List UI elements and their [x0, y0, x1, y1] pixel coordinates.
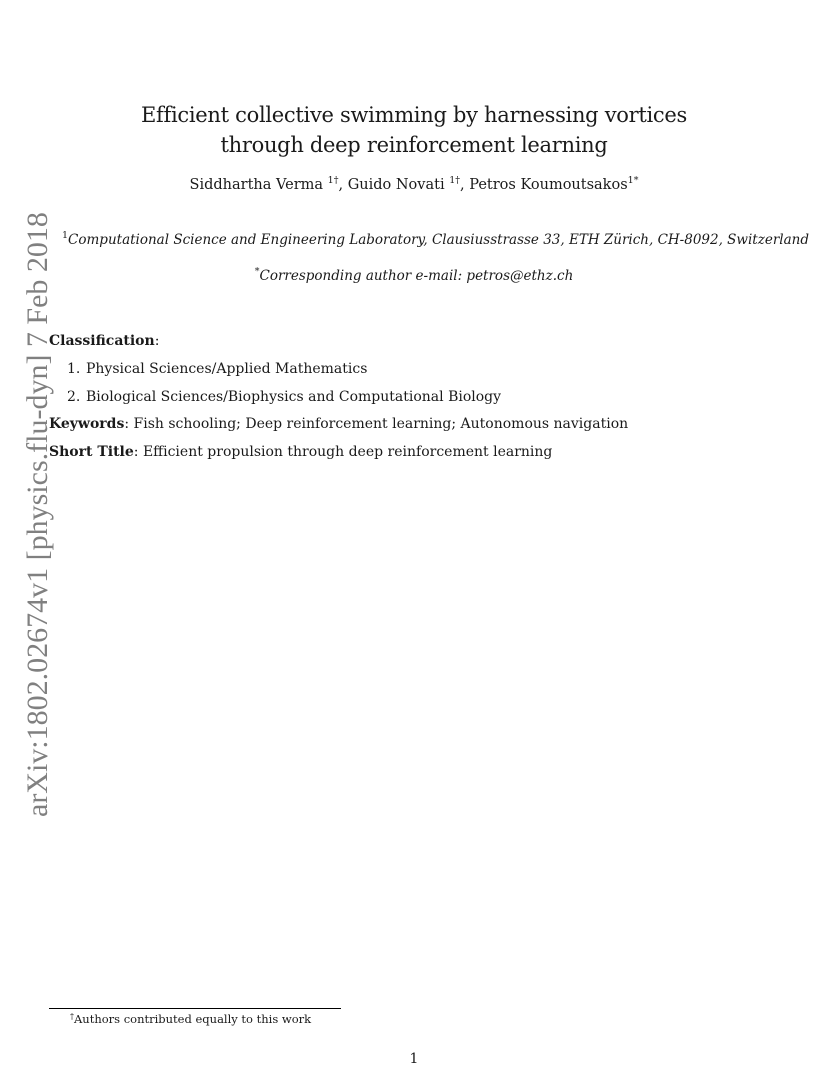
item-text: Biological Sciences/Biophysics and Computational Biology — [86, 389, 502, 405]
title-line-1: Efficient collective swimming by harnessing vortices — [141, 103, 687, 127]
keywords-text: : Fish schooling; Deep reinforcement learning; Autonomous navigation — [124, 416, 629, 432]
author-mark: 1† — [327, 175, 339, 186]
item-number: 1. — [67, 361, 81, 377]
short-title — [49, 444, 552, 460]
author-name: Siddhartha Verma — [189, 177, 328, 193]
corresponding-text: Corresponding author e-mail: petros@ethz.ch — [259, 268, 574, 284]
corresponding-author — [0, 268, 828, 284]
paper-title — [0, 100, 828, 160]
corresponding-mark: * — [254, 266, 260, 277]
keywords-label: Keywords — [49, 416, 125, 432]
keywords — [49, 416, 628, 432]
classification-label: Classification — [49, 333, 155, 349]
short-title-text: : Efficient propulsion through deep reinforcement learning — [133, 444, 553, 460]
short-title-label: Short Title — [49, 444, 134, 460]
classification-item — [67, 361, 367, 377]
classification-colon: : — [154, 333, 160, 349]
page-number: 1 — [409, 1051, 419, 1067]
classification-heading — [49, 333, 159, 349]
arxiv-stamp[interactable]: arXiv:1802.02674v1 [physics.flu-dyn] 7 Feb 2018 — [21, 212, 54, 817]
footnote — [70, 1012, 311, 1026]
title-line-2: through deep reinforcement learning — [220, 133, 608, 157]
affiliation-mark: 1 — [62, 230, 69, 241]
classification-item — [67, 389, 501, 405]
footnote-mark: † — [70, 1012, 74, 1021]
author-name: Petros Koumoutsakos — [469, 177, 628, 193]
author-separator: , — [338, 177, 348, 193]
item-text: Physical Sciences/Applied Mathematics — [86, 361, 368, 377]
item-number: 2. — [67, 389, 81, 405]
author-separator: , — [460, 177, 470, 193]
affiliation-text: Computational Science and Engineering Laboratory, Clausiusstrasse 33, ETH Zürich, CH-8092, Switzerland — [68, 232, 809, 248]
author-list — [0, 177, 828, 193]
affiliation — [62, 232, 809, 248]
footnote-text: Authors contributed equally to this work — [74, 1012, 312, 1026]
author-mark: 1* — [627, 175, 639, 186]
footnote-divider — [49, 1008, 341, 1009]
author-name: Guido Novati — [347, 177, 450, 193]
author-mark: 1† — [449, 175, 460, 186]
